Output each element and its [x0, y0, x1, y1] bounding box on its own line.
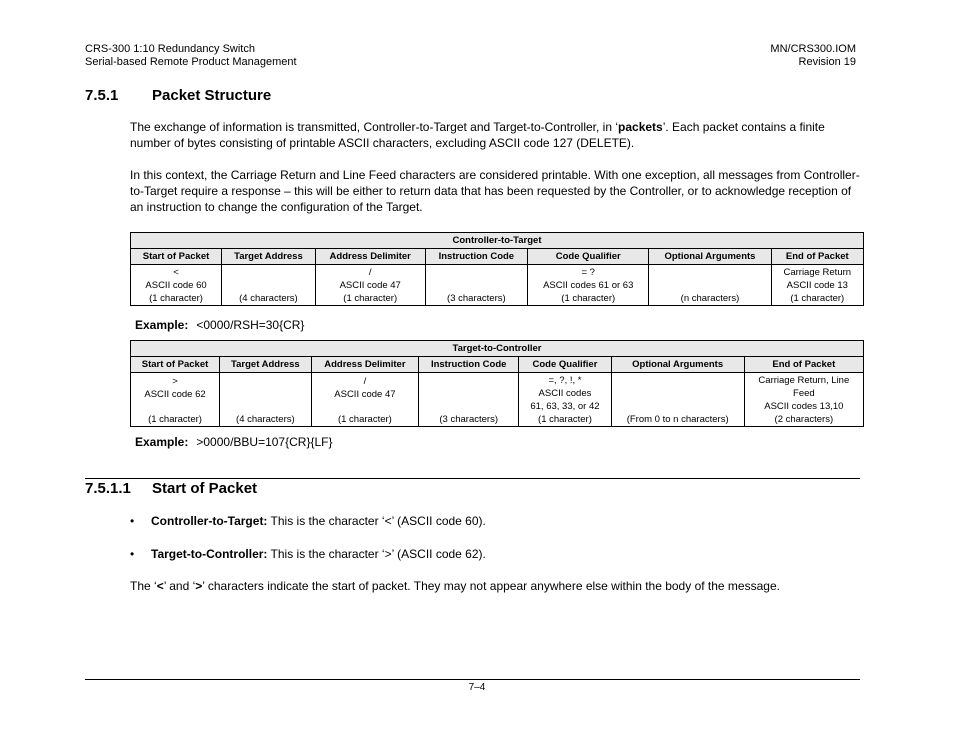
list-item: [130, 514, 486, 528]
example-controller: [135, 318, 304, 332]
page-number: 7–4: [468, 682, 486, 693]
table-cell: < ASCII code 60 (1 character): [131, 265, 222, 306]
example-value: <0000/RSH=30{CR}: [196, 318, 305, 332]
subsection-heading: [85, 480, 257, 497]
table-header: Address Delimiter: [311, 357, 418, 373]
doc-revision: Revision 19: [798, 56, 856, 68]
table-cell: Carriage Return ASCII code 13 (1 character): [771, 265, 863, 306]
table-cell: / ASCII code 47 (1 character): [315, 265, 425, 306]
section-divider: [85, 478, 860, 479]
bullet-text: This is the character ‘<’ (ASCII code 60).: [267, 514, 486, 528]
table-header: Start of Packet: [131, 357, 220, 373]
list-item: [130, 547, 486, 561]
bullet-bold: Controller-to-Target:: [151, 514, 268, 528]
paragraph-text: ’. Each packet contains a finite number of bytes consisting of printable ASCII characters, excluding ASCII code 127 (DELETE).: [130, 120, 825, 150]
controller-to-target-table: [130, 232, 864, 306]
table-header: Target Address: [220, 357, 312, 373]
table-cell: > ASCII code 62 (1 character): [131, 373, 220, 427]
subsection-title: Start of Packet: [152, 480, 258, 497]
table-header: Code Qualifier: [528, 249, 649, 265]
table-header: Instruction Code: [425, 249, 527, 265]
bullet-bold: Target-to-Controller:: [151, 547, 268, 561]
table-header: Start of Packet: [131, 249, 222, 265]
subsection-number: 7.5.1.1: [85, 480, 131, 497]
example-label: Example:: [135, 435, 189, 449]
example-label: Example:: [135, 318, 189, 332]
bullet-icon: •: [130, 514, 135, 528]
table-cell: (3 characters): [425, 265, 527, 306]
paragraph-bold: packets: [618, 120, 663, 134]
paragraph-start-chars: The ‘<’ and ‘>’ characters indicate the start of packet. They may not appear anywhere else within the body of the message.: [130, 579, 780, 593]
doc-title: CRS-300 1:10 Redundancy Switch: [85, 43, 255, 55]
header-right: [770, 43, 856, 69]
table-cell: =, ?, !, * ASCII codes 61, 63, 33, or 42 (1 character): [519, 373, 611, 427]
bullet-icon: •: [130, 547, 135, 561]
section-number: 7.5.1: [85, 87, 119, 104]
table-cell: = ? ASCII codes 61 or 63 (1 character): [528, 265, 649, 306]
table-cell: (n characters): [649, 265, 771, 306]
table-header: Instruction Code: [419, 357, 519, 373]
paragraph-packets: [130, 119, 860, 151]
table-cell: / ASCII code 47 (1 character): [311, 373, 418, 427]
table-cell: Carriage Return, Line Feed ASCII codes 13,10 (2 characters): [744, 373, 863, 427]
target-to-controller-table: [130, 340, 864, 427]
example-value: >0000/BBU=107{CR}{LF}: [196, 435, 333, 449]
table-cell: (4 characters): [220, 373, 312, 427]
table-cell: (3 characters): [419, 373, 519, 427]
table-header: End of Packet: [771, 249, 863, 265]
table-header: Code Qualifier: [519, 357, 611, 373]
paragraph-printable: In this context, the Carriage Return and Line Feed characters are considered printable. With one exception, all messages from Controller-to-Target require a response – this will be either to return data that has been requested by the Controller, or to acknowledge reception of an instruction to change the configuration of the Target.: [130, 168, 860, 214]
header-left: [85, 43, 297, 69]
table-header: Target Address: [222, 249, 316, 265]
bullet-text: This is the character ‘>’ (ASCII code 62).: [267, 547, 486, 561]
doc-id: MN/CRS300.IOM: [770, 43, 856, 55]
table-header: Optional Arguments: [649, 249, 771, 265]
footer-divider: [85, 679, 860, 680]
section-heading: [85, 87, 271, 104]
table-header: Optional Arguments: [611, 357, 744, 373]
table-caption: Target-to-Controller: [131, 341, 864, 357]
example-target: [135, 435, 332, 449]
doc-subtitle: Serial-based Remote Product Management: [85, 56, 297, 68]
table-cell: (4 characters): [222, 265, 316, 306]
table-header: Address Delimiter: [315, 249, 425, 265]
table-caption: Controller-to-Target: [131, 233, 864, 249]
table-header: End of Packet: [744, 357, 863, 373]
section-title: Packet Structure: [152, 87, 272, 104]
paragraph-text: The exchange of information is transmitted, Controller-to-Target and Target-to-Controller, in ‘: [130, 120, 619, 134]
table-cell: (From 0 to n characters): [611, 373, 744, 427]
